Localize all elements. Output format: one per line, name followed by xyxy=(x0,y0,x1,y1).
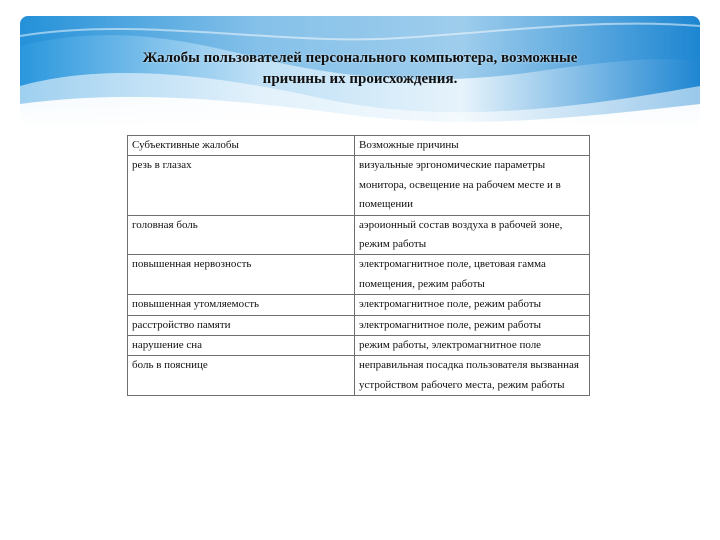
cause-cell: электромагнитное поле, режим работы xyxy=(355,315,590,335)
complaint-cell: повышенная нервозность xyxy=(128,255,355,295)
cause-cell: визуальные эргономические параметры монитора, освещение на рабочем месте и в помещении xyxy=(355,156,590,215)
table-row xyxy=(128,215,590,255)
title-line-1: Жалобы пользователей персонального компьютера, возможные xyxy=(142,50,578,66)
table-row xyxy=(128,156,590,215)
complaint-cell: резь в глазах xyxy=(128,156,355,215)
cause-cell: электромагнитное поле, режим работы xyxy=(355,295,590,315)
cause-cell: неправильная посадка пользователя вызванная устройством рабочего места, режим работы xyxy=(355,356,590,396)
page-title xyxy=(40,48,680,90)
column-header-causes: Возможные причины xyxy=(355,136,590,156)
table-row xyxy=(128,295,590,315)
table-row xyxy=(128,315,590,335)
cause-cell: аэроионный состав воздуха в рабочей зоне, режим работы xyxy=(355,215,590,255)
complaint-cell: повышенная утомляемость xyxy=(128,295,355,315)
table-row xyxy=(128,255,590,295)
complaint-cell: нарушение сна xyxy=(128,336,355,356)
cause-cell: электромагнитное поле, цветовая гамма помещения, режим работы xyxy=(355,255,590,295)
complaints-table xyxy=(127,135,590,396)
cause-cell: режим работы, электромагнитное поле xyxy=(355,336,590,356)
table-row xyxy=(128,336,590,356)
table-row xyxy=(128,356,590,396)
complaint-cell: боль в пояснице xyxy=(128,356,355,396)
complaint-cell: головная боль xyxy=(128,215,355,255)
table-header-row xyxy=(128,136,590,156)
title-line-2: причины их происхождения. xyxy=(262,71,458,87)
column-header-complaints: Субъективные жалобы xyxy=(128,136,355,156)
complaint-cell: расстройство памяти xyxy=(128,315,355,335)
